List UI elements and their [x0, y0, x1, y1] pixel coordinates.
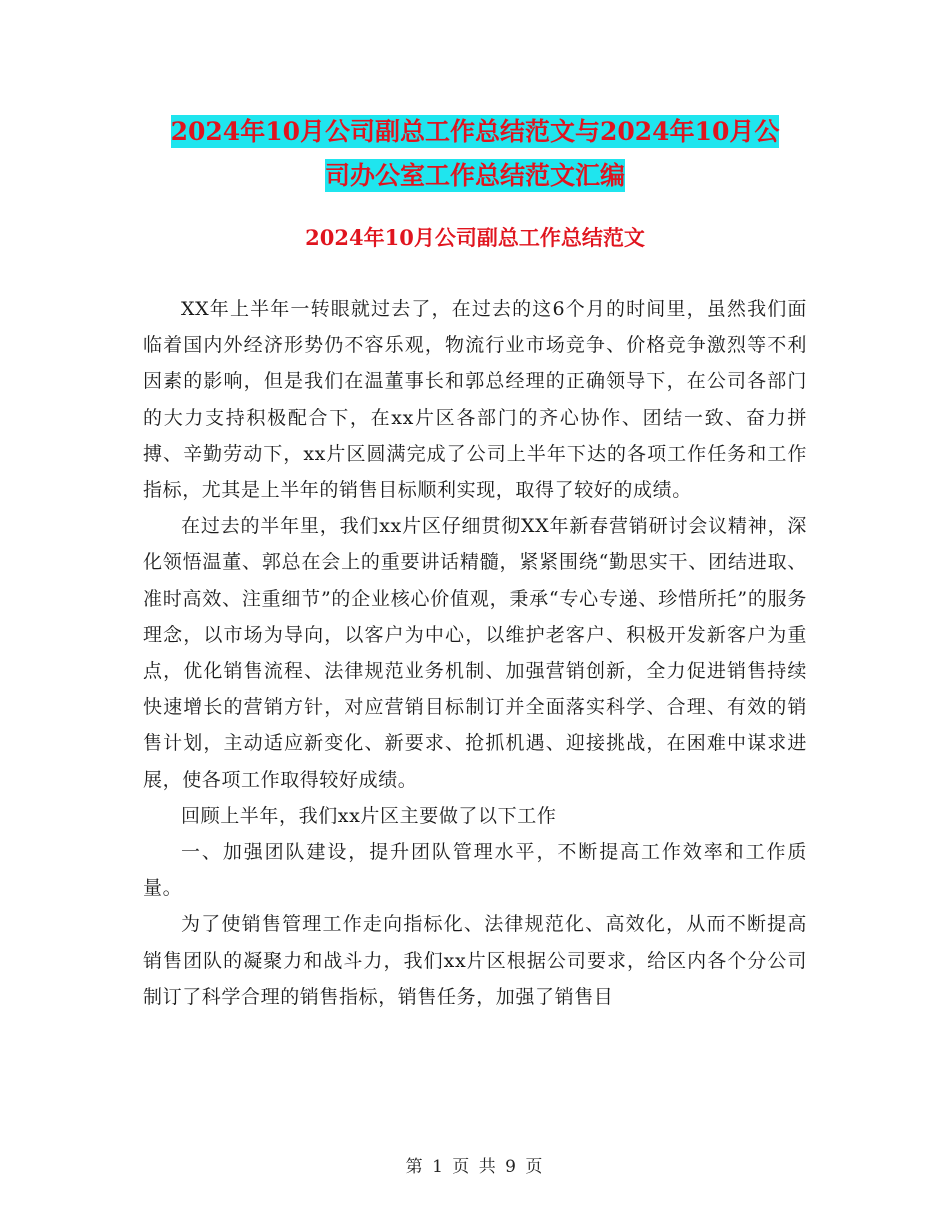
document-title [140, 110, 810, 198]
paragraph: 一、加强团队建设，提升团队管理水平，不断提高工作效率和工作质量。 [143, 841, 807, 900]
paragraph: XX年上半年一转眼就过去了，在过去的这6个月的时间里，虽然我们面临着国内外经济形势仍不容乐观，物流行业市场竞争、价格竞争激烈等不利因素的影响，但是我们在温董事长和郭总经理的正确领导下，在公司各部门的大力支持积极配合下，在xx片区各部门的齐心协作、团结一致、奋力拼搏、辛勤劳动下，xx片区圆满完成了公司上半年下达的各项工作任务和工作指标，尤其是上半年的销售目标顺利实现，取得了较好的成绩。 [143, 298, 807, 502]
document-body [143, 291, 807, 1015]
section-title: 2024年10月公司副总工作总结范文 [305, 225, 645, 250]
paragraph: 为了使销售管理工作走向指标化、法律规范化、高效化，从而不断提高销售团队的凝聚力和战斗力，我们xx片区根据公司要求，给区内各个分公司制订了科学合理的销售指标，销售任务，加强了销售目 [143, 913, 807, 1008]
paragraph: 回顾上半年，我们xx片区主要做了以下工作 [181, 804, 557, 827]
title-line-2: 司办公室工作总结范文汇编 [324, 161, 625, 190]
page-indicator: 第 1 页 共 9 页 [405, 1157, 545, 1177]
paragraph: 在过去的半年里，我们xx片区仔细贯彻XX年新春营销研讨会议精神，深化领悟温董、郭总在会上的重要讲话精髓，紧紧围绕“勤思实干、团结进取、准时高效、注重细节”的企业核心价值观，秉承“专心专递、珍惜所托”的服务理念，以市场为导向，以客户为中心，以维护老客户、积极开发新客户为重点，优化销售流程、法律规范业务机制、加强营销创新，全力促进销售持续快速增长的营销方针，对应营销目标制订并全面落实科学、合理、有效的销售计划，主动适应新变化、新要求、抢抓机遇、迎接挑战，在困难中谋求进展，使各项工作取得较好成绩。 [143, 515, 807, 791]
title-line-1: 2024年10月公司副总工作总结范文与2024年10月公 [170, 117, 780, 146]
